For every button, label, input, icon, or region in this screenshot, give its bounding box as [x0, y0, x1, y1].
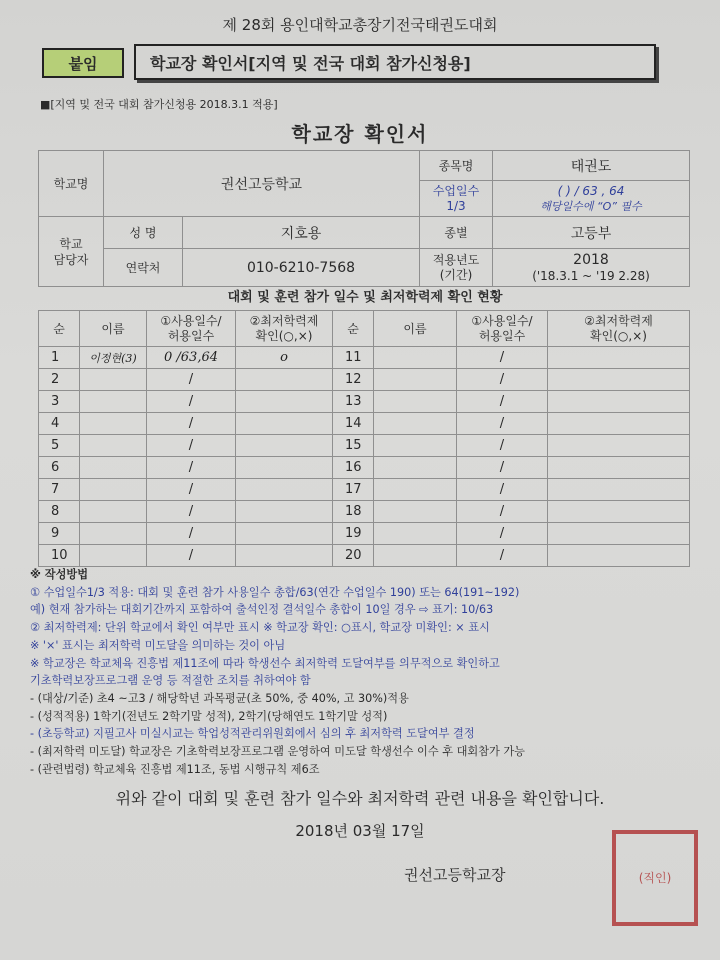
cell-no: 18 — [333, 501, 374, 523]
cell-check — [548, 369, 690, 391]
cell-days: / — [457, 523, 548, 545]
event-label: 종목명 — [420, 151, 493, 181]
col-min: ②최저학력제 확인(○,×) — [236, 311, 333, 347]
table-row — [39, 457, 690, 479]
cell-check — [236, 457, 333, 479]
cell-check — [236, 545, 333, 567]
confirm-statement: 위와 같이 대회 및 훈련 참가 일수와 최저학력 관련 내용을 확인합니다. — [115, 789, 605, 808]
table-row — [39, 413, 690, 435]
note-line: 기초학력보장프로그램 운영 등 적절한 조치를 취하여야 함 — [30, 674, 311, 688]
cell-check — [236, 435, 333, 457]
cell-no: 11 — [333, 347, 374, 369]
cell-name — [374, 369, 457, 391]
cell-days: / — [147, 457, 236, 479]
cell-no: 20 — [333, 545, 374, 567]
cell-days: / — [457, 391, 548, 413]
days-value: ( ) / 63 , 64 해당일수에 “O” 필수 — [493, 181, 690, 217]
table-row — [39, 479, 690, 501]
cell-days: / — [457, 479, 548, 501]
notes-heading: ※ 작성방법 — [30, 568, 88, 581]
cell-check — [236, 369, 333, 391]
cell-no: 16 — [333, 457, 374, 479]
cell-name — [80, 369, 147, 391]
cell-name — [374, 501, 457, 523]
cell-name — [80, 501, 147, 523]
cell-days: / — [457, 545, 548, 567]
note-line: - (대상/기준) 초4 ~고3 / 해당학년 과목평균(초 50%, 중 40%, 고 30%)적용 — [30, 691, 409, 705]
cell-days: / — [147, 545, 236, 567]
cell-check — [548, 501, 690, 523]
cell-check — [548, 413, 690, 435]
cell-name — [80, 413, 147, 435]
cell-check — [548, 391, 690, 413]
seal-note: (직인) — [638, 871, 672, 885]
note-line: - (성적적용) 1학기(전년도 2학기말 성적), 2학기(당해연도 1학기말 성적) — [30, 709, 388, 723]
writing-guide — [30, 566, 710, 778]
cell-name — [374, 347, 457, 369]
cell-no: 15 — [333, 435, 374, 457]
cell-name — [80, 435, 147, 457]
cell-days: / — [457, 501, 548, 523]
cell-no: 2 — [39, 369, 80, 391]
cell-days: / — [457, 347, 548, 369]
category-label: 종별 — [420, 217, 493, 249]
cell-check — [548, 545, 690, 567]
note-line: ※ 학교장은 학교체육 진흥법 제11조에 따라 학생선수 최저학력 도달여부를 의무적으로 확인하고 — [30, 656, 500, 670]
cell-no: 14 — [333, 413, 374, 435]
cell-no: 7 — [39, 479, 80, 501]
cell-no: 5 — [39, 435, 80, 457]
cell-no: 3 — [39, 391, 80, 413]
col-days-2: ①사용일수/ 허용일수 — [457, 311, 548, 347]
info-table — [38, 150, 690, 287]
note-line: - (최저학력 미도달) 학교장은 기초학력보장프로그램 운영하여 미도달 학생선수 이수 후 대회참가 가능 — [30, 745, 525, 759]
cell-days: / — [147, 523, 236, 545]
school-value: 권선고등학교 — [104, 151, 420, 217]
cell-check — [236, 523, 333, 545]
cell-check — [236, 413, 333, 435]
cell-name — [80, 479, 147, 501]
note-line: ※ '×' 표시는 최저학력 미도달을 의미하는 것이 아님 — [30, 638, 286, 652]
cell-check — [236, 479, 333, 501]
col-days: ①사용일수/ 허용일수 — [147, 311, 236, 347]
cell-check — [548, 457, 690, 479]
confirm-date: 2018년 03월 17일 — [295, 822, 425, 840]
event-value: 태권도 — [493, 151, 690, 181]
cell-no: 6 — [39, 457, 80, 479]
cell-days: 0 /63,64 — [147, 347, 236, 369]
cell-check: o — [236, 347, 333, 369]
note-line: ② 최저학력제: 단위 학교에서 확인 여부만 표시 ※ 학교장 확인: ○표시, 학교장 미확인: × 표시 — [30, 621, 490, 635]
year-value: 2018 ('18.3.1 ~ '19 2.28) — [493, 249, 690, 287]
cell-no: 1 — [39, 347, 80, 369]
cell-no: 4 — [39, 413, 80, 435]
col-name: 이름 — [80, 311, 147, 347]
category-value: 고등부 — [493, 217, 690, 249]
col-no: 순 — [39, 311, 80, 347]
table-row — [39, 545, 690, 567]
cell-days: / — [147, 369, 236, 391]
col-no-2: 순 — [333, 311, 374, 347]
cell-no: 12 — [333, 369, 374, 391]
cell-no: 17 — [333, 479, 374, 501]
cell-check — [548, 435, 690, 457]
cell-name — [374, 457, 457, 479]
cell-check — [548, 523, 690, 545]
name-value: 지호용 — [183, 217, 420, 249]
table-row — [39, 523, 690, 545]
col-min-2: ②최저학력제 확인(○,×) — [548, 311, 690, 347]
cell-name: 이정현(3) — [80, 347, 147, 369]
event-title: 제 28회 용인대학교총장기전국태권도대회 — [222, 16, 498, 34]
table-row — [39, 391, 690, 413]
cell-days: / — [457, 413, 548, 435]
cell-days: / — [457, 457, 548, 479]
cell-check — [548, 479, 690, 501]
col-name-2: 이름 — [374, 311, 457, 347]
contact-label: 연락처 — [104, 249, 183, 287]
cell-name — [374, 413, 457, 435]
table-row — [39, 435, 690, 457]
contact-value: 010-6210-7568 — [183, 249, 420, 287]
cell-check — [548, 347, 690, 369]
cell-check — [236, 391, 333, 413]
cell-name — [80, 457, 147, 479]
cell-name — [80, 523, 147, 545]
days-label: 수업일수 1/3 — [420, 181, 493, 217]
cell-days: / — [457, 369, 548, 391]
cell-no: 10 — [39, 545, 80, 567]
cell-no: 9 — [39, 523, 80, 545]
school-label: 학교명 — [39, 151, 104, 217]
cell-days: / — [147, 413, 236, 435]
cell-name — [374, 523, 457, 545]
name-label: 성 명 — [104, 217, 183, 249]
cell-no: 13 — [333, 391, 374, 413]
cell-days: / — [147, 501, 236, 523]
year-label: 적용년도 (기간) — [420, 249, 493, 287]
status-section-title: 대회 및 훈련 참가 일수 및 최저학력제 확인 현황 — [227, 290, 503, 305]
cell-no: 19 — [333, 523, 374, 545]
table-row — [39, 369, 690, 391]
applied-note: ■[지역 및 전국 대회 참가신청용 2018.3.1 적용] — [40, 98, 278, 111]
official-seal — [612, 830, 698, 926]
staff-label: 학교 담당자 — [39, 217, 104, 287]
cell-name — [80, 545, 147, 567]
cell-check — [236, 501, 333, 523]
table-row — [39, 347, 690, 369]
school-principal: 권선고등학교장 — [404, 866, 506, 884]
note-line: 예) 현재 참가하는 대회기간까지 포함하여 출석인정 결석일수 총합이 10일 경우 ⇨ 표기: 10/63 — [30, 603, 494, 617]
cell-days: / — [457, 435, 548, 457]
cell-name — [374, 435, 457, 457]
status-table — [38, 310, 690, 567]
note-line: - (관련법령) 학교체육 진흥법 제11조, 동법 시행규칙 제6조 — [30, 762, 320, 776]
form-title: 학교장 확인서[지역 및 전국 대회 참가신청용] — [134, 44, 656, 80]
cell-name — [80, 391, 147, 413]
note-line: ① 수업일수1/3 적용: 대회 및 훈련 참가 사용일수 총합/63(연간 수업일수 190) 또는 64(191~192) — [30, 585, 520, 599]
cell-name — [374, 391, 457, 413]
cell-days: / — [147, 435, 236, 457]
cell-name — [374, 545, 457, 567]
note-line: - (초등학교) 지필고사 미실시교는 학업성적관리위원회에서 심의 후 최저학력 도달여부 결정 — [30, 727, 475, 741]
document-title: 학교장 확인서 — [291, 122, 429, 146]
cell-no: 8 — [39, 501, 80, 523]
cell-days: / — [147, 479, 236, 501]
cell-name — [374, 479, 457, 501]
table-row — [39, 501, 690, 523]
cell-days: / — [147, 391, 236, 413]
attachment-label: 붙임 — [42, 48, 124, 78]
